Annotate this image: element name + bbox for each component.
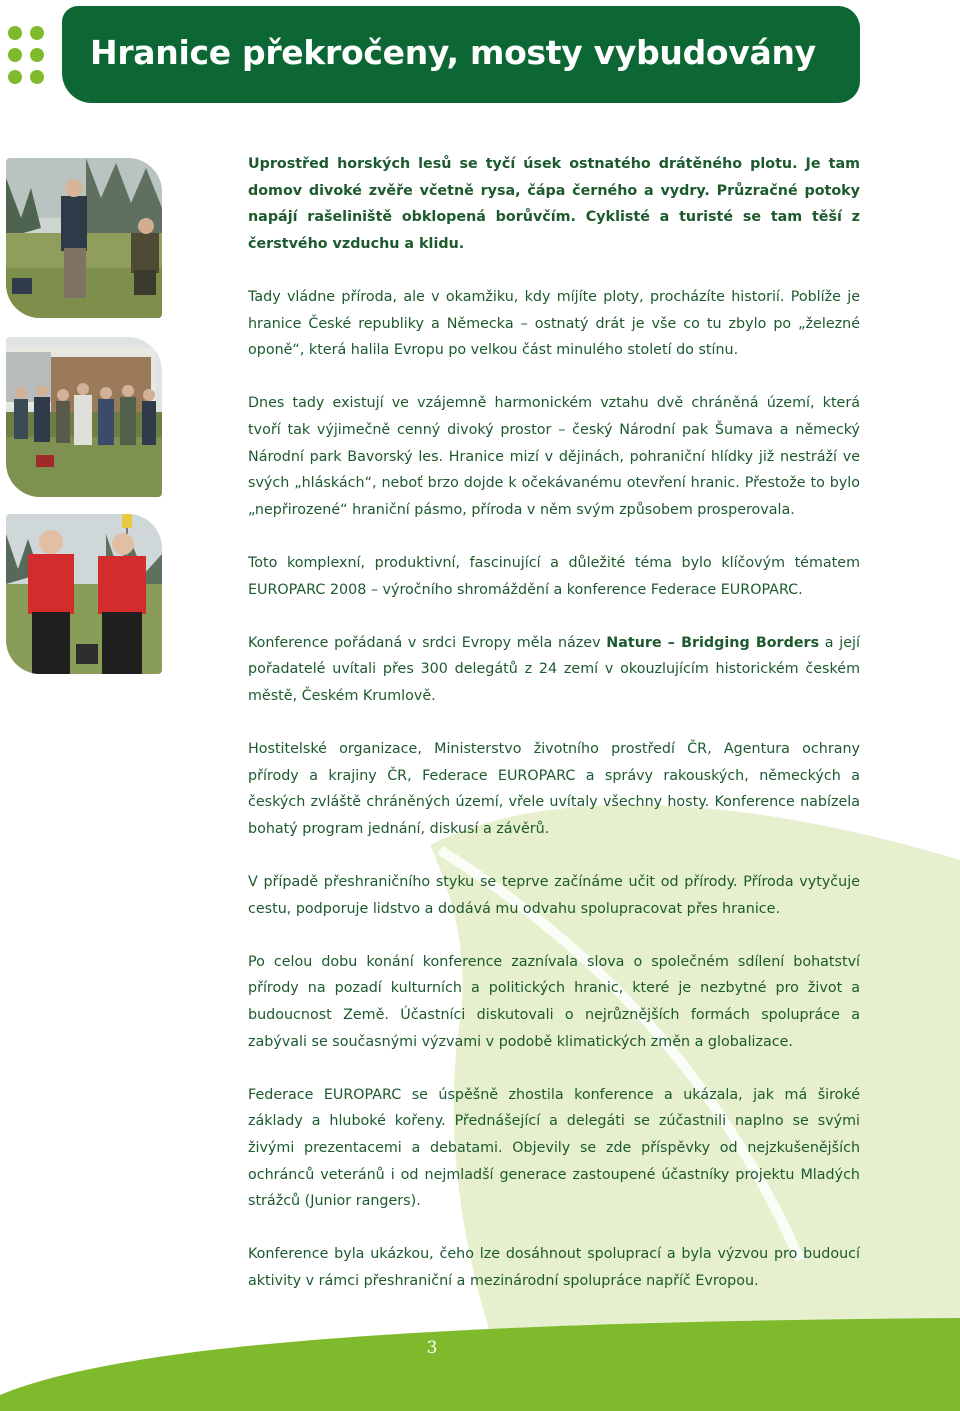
page-title: Hranice překročeny, mosty vybudovány — [90, 33, 816, 72]
paragraph: Federace EUROPARC se úspěšně zhostila konference a ukázala, jak má široké základy a hluboké kořeny. Přednášející a delegáti se zúčastnili naplno se svými živými prezentacemi a debatami. Objevily se zde příspěvky od nejzkušenějších ochránců veteránů i od nejmladší generace zastoupené účastníky projektu Mladých strážců (Junior rangers). — [248, 1086, 860, 1210]
photo-two-women-red-jackets — [6, 514, 162, 674]
paragraph: Konference byla ukázkou, čeho lze dosáhnout spoluprací a byla výzvou pro budoucí aktivity v rámci přeshraniční a mezinárodní spolupráce napříč Evropou. — [248, 1246, 860, 1289]
paragraph: Toto komplexní, produktivní, fascinující a důležité téma bylo klíčovým tématem EUROPARC 2008 – výročního shromáždění a konference Federace EUROPARC. — [248, 554, 860, 598]
article-body — [248, 151, 860, 1321]
paragraph-text: a její pořadatelé uvítali přes 300 delegátů z 24 zemí v okouzlujícím historickém českém městě, Českém Krumlově. — [248, 634, 860, 704]
paragraph: Dnes tady existují ve vzájemně harmonickém vztahu dvě chráněná území, která tvoří tak výjimečně cenný divoký prostor – český Národní pak Šumava a německý Národní park Bavorský les. Hranice mizí v dějinách, pohraniční hlídky již nestráží ve svých „hláskách“, neboť brzo dojde k očekávanému otevření hranic. Přestože to bylo „nepřirozené“ hraniční pásmo, příroda v něm svým způsobem prosperovala. — [248, 395, 860, 518]
dot — [8, 70, 22, 84]
dot — [30, 48, 44, 62]
photo-guide-speaking — [6, 158, 162, 318]
photo-group-near-building — [6, 337, 162, 497]
conference-name: Nature – Bridging Borders — [606, 634, 820, 651]
intro-paragraph: Uprostřed horských lesů se tyčí úsek ostnatého drátěného plotu. Je tam domov divoké zvěře včetně rysa, čápa černého a vydry. Průzračné potoky napájí rašeliniště obklopená borůvčím. Cyklisté a turisté se tam těší z čerstvého vzduchu a klidu. — [248, 156, 860, 252]
paragraph: Po celou dobu konání konference zaznívala slova o společném sdílení bohatství přírody na pozadí kulturních a politických hranic, které je nezbytné pro život a budoucnost Země. Účastníci diskutovali o nejrůznějších formách spolupráce a zabývali se současnými výzvami v podobě klimatických změn a globalizace. — [248, 953, 860, 1050]
page-number: 3 — [426, 1338, 438, 1358]
paragraph: Hostitelské organizace, Ministerstvo životního prostředí ČR, Agentura ochrany přírody a krajiny ČR, Federace EUROPARC a správy rakouských, německých a českých zvláště chráněných území, vřele uvítaly všechny hosty. Konference nabízela bohatý program jednání, diskusí a závěrů. — [248, 741, 860, 837]
footer-wave — [0, 1318, 960, 1411]
dot — [8, 48, 22, 62]
dot — [30, 70, 44, 84]
paragraph: V případě přeshraničního styku se teprve začínáme učit od přírody. Příroda vytyčuje cestu, podporuje lidstvo a dodává mu odvahu spolupracovat přes hranice. — [248, 874, 860, 917]
dot — [8, 26, 22, 40]
dot — [30, 26, 44, 40]
decorative-dots — [6, 26, 50, 88]
title-bar — [62, 6, 860, 103]
paragraph — [248, 630, 860, 710]
paragraph: Tady vládne příroda, ale v okamžiku, kdy míjíte ploty, procházíte historií. Poblíže je hranice České republiky a Německa – ostnatý drát je vše co tu zbylo po „železné oponě“, která halila Evropu po velkou část minulého století do stínu. — [248, 288, 860, 359]
paragraph-text: Konference pořádaná v srdci Evropy měla název — [248, 634, 607, 651]
